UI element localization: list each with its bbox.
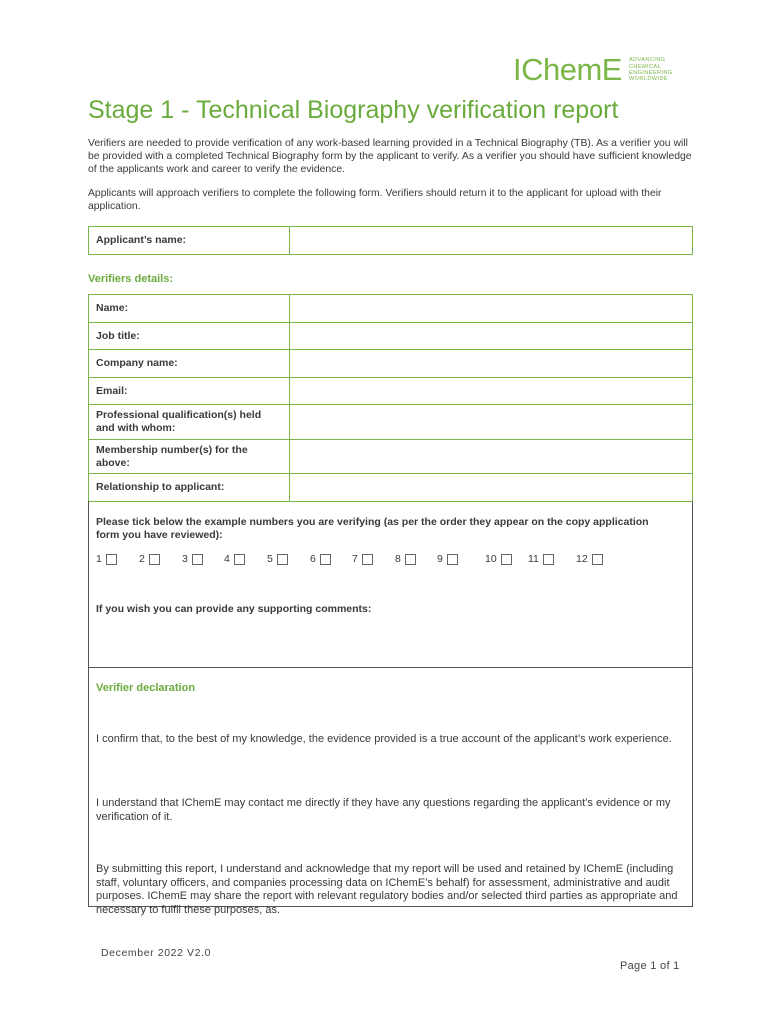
example-checkbox-item[interactable] [310,553,352,565]
job-title-label: Job title: [89,323,290,350]
example-checkbox-item[interactable] [267,553,310,565]
example-checkbox-row [96,553,616,565]
logo-tagline-line: CHEMICAL [628,63,662,70]
qualifications-label: Professional qualification(s) held and with whom: [89,405,290,440]
supporting-comments-label: If you wish you can provide any supporting comments: [96,603,372,615]
example-number: 3 [182,553,188,565]
verifier-row-membership [89,440,693,474]
checkbox-icon[interactable] [362,554,373,565]
verifier-name-field[interactable] [290,295,693,323]
checkbox-icon[interactable] [106,554,117,565]
example-checkbox-item[interactable] [395,553,437,565]
example-number: 4 [224,553,230,565]
footer-page-number: Page 1 of 1 [620,960,680,972]
checkbox-icon[interactable] [501,554,512,565]
qualifications-field[interactable] [290,405,693,440]
example-checkbox-item[interactable] [139,553,182,565]
verifier-row-name [89,295,693,323]
examples-verification-box [88,501,693,668]
icheme-logo [513,52,673,88]
company-name-field[interactable] [290,350,693,378]
applicant-name-label: Applicant’s name: [89,227,290,255]
checkbox-icon[interactable] [277,554,288,565]
job-title-field[interactable] [290,323,693,350]
footer-version: December 2022 V2.0 [101,947,212,959]
verifier-row-qualifications [89,405,693,440]
example-number: 12 [576,553,588,565]
declaration-heading: Verifier declaration [96,682,196,694]
checkbox-icon[interactable] [543,554,554,565]
example-checkbox-item[interactable] [182,553,224,565]
example-number: 11 [528,553,539,565]
email-label: Email: [89,378,290,405]
checkbox-icon[interactable] [405,554,416,565]
checkbox-icon[interactable] [592,554,603,565]
example-checkbox-item[interactable] [576,553,616,565]
example-checkbox-item[interactable] [437,553,485,565]
declaration-paragraph-3: By submitting this report, I understand and acknowledge that my report will be used and retained by IChemE (including staff, voluntary officers, and companies processing data on IChemE’s behalf) for assessment, administrative and audit purposes. IChemE may share the report with relevant regulatory bodies and/or selected third parties as appropriate and necessary to fulfil these purposes, as. [96,863,678,916]
logo-wordmark: IChemE [513,52,622,87]
example-checkbox-item[interactable] [528,553,576,565]
membership-number-field[interactable] [290,440,693,474]
intro-paragraph-2: Applicants will approach verifiers to complete the following form. Verifiers should return it to the applicant for upload with their application. [88,188,662,212]
verifier-row-company [89,350,693,378]
applicant-row [89,227,693,255]
verifier-name-label: Name: [89,295,290,323]
verifier-row-email [89,378,693,405]
checkbox-icon[interactable] [192,554,203,565]
checkbox-icon[interactable] [149,554,160,565]
example-number: 10 [485,553,497,565]
example-checkbox-item[interactable] [485,553,528,565]
logo-tagline-line: ADVANCING [628,57,666,64]
relationship-field[interactable] [290,474,693,502]
example-number: 5 [267,553,273,565]
example-number: 1 [96,553,102,565]
example-number: 8 [395,553,401,565]
logo-tagline [629,57,673,83]
example-number: 9 [437,553,443,565]
email-field[interactable] [290,378,693,405]
example-checkbox-item[interactable] [352,553,395,565]
example-number: 7 [352,553,358,565]
logo-tagline-line: ENGINEERING [628,70,673,76]
example-number: 6 [310,553,316,565]
tick-instructions: Please tick below the example numbers you are verifying (as per the order they appear on the copy application form you have reviewed): [96,516,649,541]
declaration-paragraph-1: I confirm that, to the best of my knowledge, the evidence provided is a true account of the applicant’s work experience. [96,733,672,745]
verifier-details-table [88,294,693,502]
checkbox-icon[interactable] [234,554,245,565]
logo-tagline-line: WORLDWIDE [628,76,669,83]
example-checkbox-item[interactable] [96,553,139,565]
applicant-table [88,226,693,255]
verifier-declaration-box [88,667,693,916]
checkbox-icon[interactable] [320,554,331,565]
intro-paragraph-1: Verifiers are needed to provide verification of any work-based learning provided in a Technical Biography (TB). As a verifier you will be provided with a completed Technical Biography form by the applicant to verify. As a verifier you should have sufficient knowledge of the applicants work and career to verify the evidence. [88,138,692,175]
verifiers-details-heading: Verifiers details: [88,273,173,285]
company-name-label: Company name: [89,350,290,378]
declaration-paragraph-2: I understand that IChemE may contact me directly if they have any questions regarding the applicant’s evidence or my verification of it. [96,797,671,823]
checkbox-icon[interactable] [447,554,458,565]
example-number: 2 [139,553,145,565]
verifier-row-relationship [89,474,693,502]
page-title: Stage 1 - Technical Biography verification report [88,96,619,124]
verifier-row-job-title [89,323,693,350]
example-checkbox-item[interactable] [224,553,267,565]
membership-number-label: Membership number(s) for the above: [89,440,290,474]
relationship-label: Relationship to applicant: [89,474,290,502]
applicant-name-field[interactable] [290,227,693,255]
